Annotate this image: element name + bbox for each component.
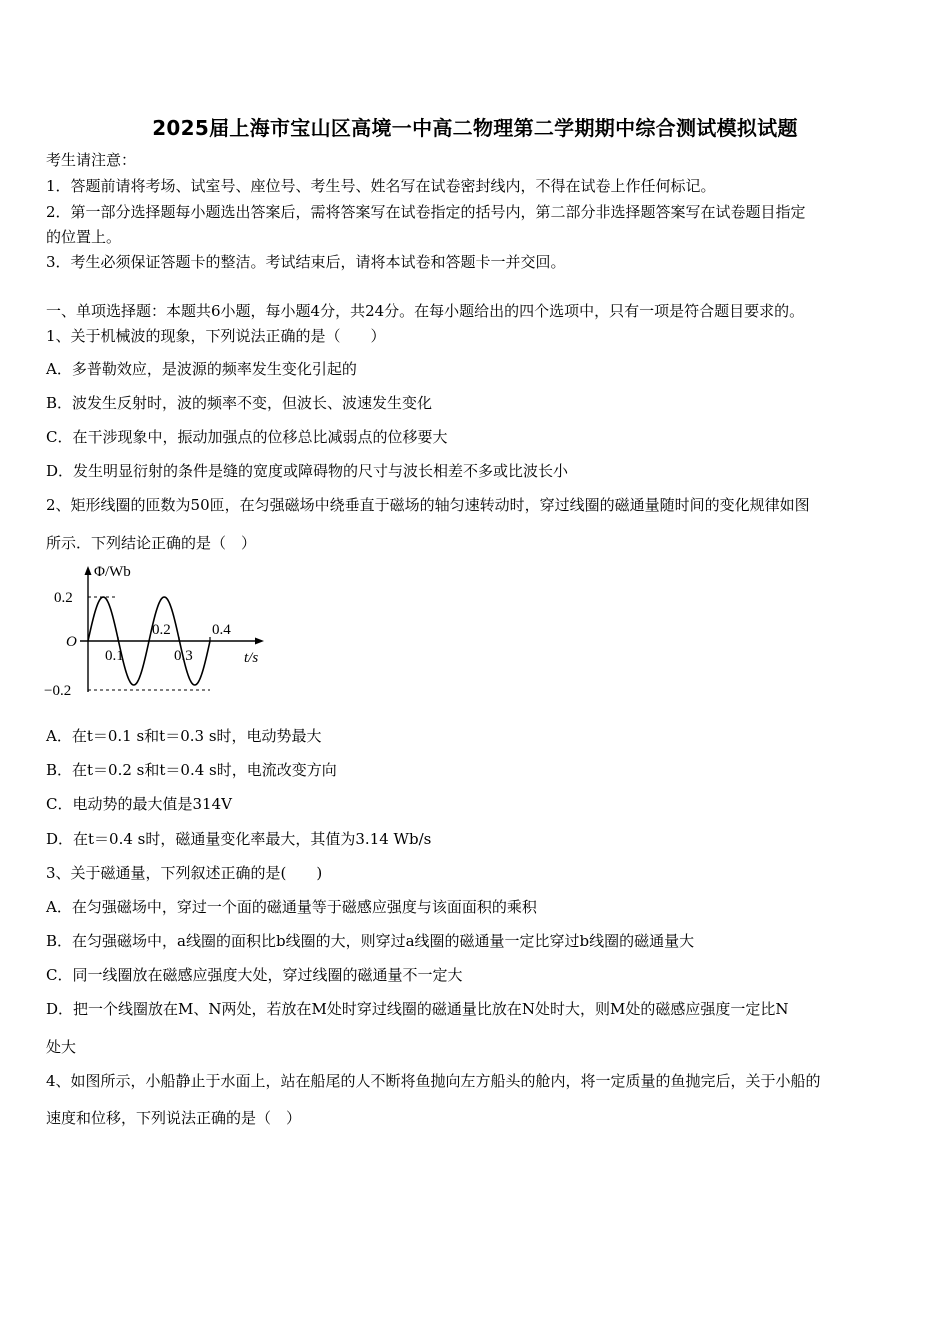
- q3-option-c: C．同一线圈放在磁感应强度大处，穿过线圈的磁通量不一定大: [46, 966, 463, 984]
- question-1-stem: 1、关于机械波的现象，下列说法正确的是（ ）: [46, 327, 386, 345]
- x-tick-label-0-1: 0.1: [105, 648, 124, 664]
- question-4-stem-cont: 速度和位移，下列说法正确的是（ ）: [46, 1109, 302, 1127]
- notice-item-3: 3．考生必须保证答题卡的整洁。考试结束后，请将本试卷和答题卡一并交回。: [46, 253, 566, 271]
- q3-option-b: B．在匀强磁场中，a线圈的面积比b线圈的大，则穿过a线圈的磁通量一定比穿过b线圈的磁通量大: [46, 932, 695, 950]
- x-tick-label-0-2: 0.2: [152, 622, 171, 638]
- section-heading: 一、单项选择题：本题共6小题，每小题4分，共24分。在每小题给出的四个选项中，只有一项是符合题目要求的。: [46, 302, 805, 320]
- notice-item-1: 1．答题前请将考场、试室号、座位号、考生号、姓名写在试卷密封线内，不得在试卷上作任何标记。: [46, 177, 716, 195]
- q2-option-a: A．在t＝0.1 s和t＝0.3 s时，电动势最大: [46, 727, 322, 745]
- question-3-stem: 3、关于磁通量，下列叙述正确的是( ): [46, 864, 323, 882]
- notice-item-2-cont: 的位置上。: [46, 228, 122, 246]
- question-2-stem-cont: 所示．下列结论正确的是（ ）: [46, 534, 257, 552]
- y-tick-label-max: 0.2: [54, 590, 73, 606]
- y-axis-arrow: [85, 566, 92, 575]
- y-tick-label-min: −0.2: [44, 683, 72, 699]
- x-axis-arrow: [255, 638, 264, 645]
- question-4-stem: 4、如图所示，小船静止于水面上，站在船尾的人不断将鱼抛向左方船头的舱内，将一定质量的鱼抛完后，关于小船的: [46, 1072, 821, 1090]
- notice-item-2: 2．第一部分选择题每小题选出答案后，需将答案写在试卷指定的括号内，第二部分非选择题答案写在试卷题目指定: [46, 203, 806, 221]
- flux-time-graph: [40, 562, 280, 702]
- q2-option-b: B．在t＝0.2 s和t＝0.4 s时，电流改变方向: [46, 761, 337, 779]
- flux-graph-svg: [40, 562, 280, 702]
- q2-option-d: D．在t＝0.4 s时，磁通量变化率最大，其值为3.14 Wb/s: [46, 830, 432, 848]
- q1-option-d: D．发生明显衍射的条件是缝的宽度或障碍物的尺寸与波长相差不多或比波长小: [46, 462, 569, 480]
- notice-header: 考生请注意：: [46, 151, 137, 169]
- x-tick-label-0-3: 0.3: [174, 648, 193, 664]
- origin-label: O: [66, 634, 77, 650]
- q3-option-d-cont: 处大: [46, 1038, 77, 1056]
- q1-option-c: C．在干涉现象中，振动加强点的位移总比减弱点的位移要大: [46, 428, 448, 446]
- y-axis-label: Φ/Wb: [94, 564, 131, 580]
- q3-option-d: D．把一个线圈放在M、N两处，若放在M处时穿过线圈的磁通量比放在N处时大，则M处的磁感应强度一定比N: [46, 1000, 789, 1018]
- q2-option-c: C．电动势的最大值是314V: [46, 795, 232, 813]
- x-axis-label: t/s: [244, 650, 259, 666]
- page-title: 2025届上海市宝山区高境一中高二物理第二学期期中综合测试模拟试题: [152, 116, 798, 140]
- question-2-stem: 2、矩形线圈的匝数为50匝，在匀强磁场中绕垂直于磁场的轴匀速转动时，穿过线圈的磁通量随时间的变化规律如图: [46, 496, 810, 514]
- q1-option-b: B．波发生反射时，波的频率不变，但波长、波速发生变化: [46, 394, 433, 412]
- q1-option-a: A．多普勒效应，是波源的频率发生变化引起的: [46, 360, 357, 378]
- x-tick-label-0-4: 0.4: [212, 622, 231, 638]
- q3-option-a: A．在匀强磁场中，穿过一个面的磁通量等于磁感应强度与该面面积的乘积: [46, 898, 537, 916]
